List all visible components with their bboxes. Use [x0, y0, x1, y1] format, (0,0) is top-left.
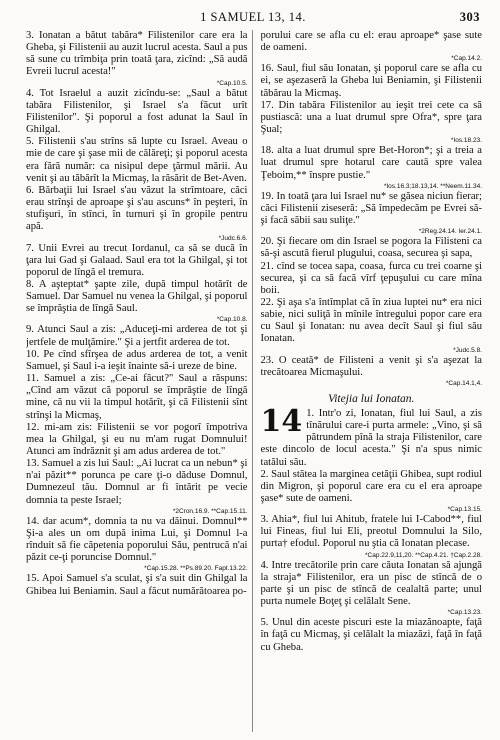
- verse: 16. Saul, fiul său Ionatan, şi poporul care se afla cu ei, se aşezaseră la Gheba lui Beniamin, şi Filistenii tăbărau la Micmaş.: [260, 63, 482, 99]
- cross-reference: *Cap.13.23.: [447, 609, 482, 617]
- verse: 9. Atunci Saul a zis: „Aduceţi-mi arderea de tot şi jertfele de mulţămire." Şi a jertfit arderea de tot.: [26, 324, 248, 348]
- cross-reference: *Judc.6.6.: [218, 234, 248, 242]
- verse: 11. Samuel a zis: „Ce-ai făcut?" Saul a răspuns: „Cînd am văzut că poporul se împrăştie de lîngă mine, că nu vii la timpul hotărît, şi că Filistenii sînt strînşi la Micmaş,: [26, 373, 248, 421]
- right-column-chapter-13: [261, 30, 483, 388]
- verse: 22. Şi aşa s'a întîmplat că în ziua luptei nu* era nici sabie, nici suliţă în mînile întregului popor care era cu Saul şi Ionatan: nu avea decît Saul şi fiul său Ionatan.: [260, 296, 482, 345]
- verse: 21. cînd se tocea sapa, coasa, furca cu trei coarne şi securea, şi ca să facă vîrf ţepuşului cu care mîna boii.: [260, 260, 482, 296]
- verse: 8. A aşteptat* şapte zile, după timpul hotărît de Samuel. Dar Samuel nu venea la Ghilgal, şi poporul se împrăştia de lîngă Saul.: [26, 278, 248, 315]
- verse: 10. Pe cînd sfîrşea de adus arderea de tot, a venit Samuel, şi Saul i-a ieşit înainte să-i ureze de bine.: [26, 348, 248, 372]
- cross-reference: *2Cron.16.9. **Cap.15.11.: [172, 507, 248, 515]
- verse: 4. Tot Israelul a auzit zicîndu-se: „Saul a bătut tabăra Filistenilor, şi Israel s'a făcut urît Filistenilor". Şi poporul a fost adunat la Saul în Ghilgal.: [26, 87, 248, 136]
- page-number: 303: [459, 10, 480, 24]
- verse: 14. dar acum*, domnia ta nu va dăinui. Domnul** Şi-a ales un om după inima Lui, şi Domnul l-a rînduit să fie căpetenia poporului Său, pentrucă n'ai păzit ce-ţi poruncise Domnul.": [26, 515, 248, 564]
- verse: 1. Intr'o zi, Ionatan, fiul lui Saul, a zis tînărului care-i purta armele: „Vino, şi să pătrundem pînă la straja Filistenilor, care este dincolo de locul acesta." Şi n'a spus nimic tatălui său.: [260, 407, 482, 468]
- cross-reference: *2Reg.24.14. Ier.24.1.: [418, 228, 482, 236]
- chapter-14-block: [260, 403, 483, 654]
- verse: 6. Bărbaţii lui Israel s'au văzut la strîmtoare, căci erau strînşi de aproape şi s'au ascuns* în peşteri, în stufişuri, în stînci, în turnuri şi în gropile pentru apă.: [26, 184, 248, 233]
- left-column: [26, 30, 253, 732]
- verse: 12. mi-am zis: Filistenii se vor pogorî împotriva mea la Ghilgal, şi eu nu m'am rugat Domnului! Atunci am îndrăznit şi am adus arderea de tot.": [26, 421, 248, 457]
- verse: 23. O ceată* de Filisteni a venit şi s'a aşezat la trecătoarea Micmaşului.: [260, 354, 482, 378]
- verse: 2. Saul stătea la marginea cetăţii Ghibea, supt rodiul din Migron, şi poporul care era cu el era aproape şase* sute de oameni.: [260, 468, 482, 504]
- verse: 7. Unii Evrei au trecut Iordanul, ca să se ducă în ţara lui Gad şi Galaad. Saul era tot la Ghilgal, şi tot poporul de lîngă el tremura.: [26, 242, 248, 278]
- cross-reference: *Cap.15.28. **Ps.89.20. Fapt.13.22.: [144, 565, 248, 573]
- verse: 17. Din tabăra Filistenilor au ieşit trei cete ca să pustiască: una a luat drumul spre Ofra*, spre ţara Şual;: [260, 99, 482, 136]
- cross-reference: *Cap.13.15.: [447, 506, 482, 514]
- cross-reference: *Cap.14.1,4.: [445, 379, 482, 387]
- right-column-chapter-14: [260, 403, 483, 654]
- running-title: 1 SAMUEL 13, 14.: [200, 10, 306, 24]
- cross-reference: *Ios.18.23.: [450, 137, 482, 145]
- cross-reference: *Cap.22.9,11,20. **Cap.4.21. †Cap.2.28.: [365, 551, 482, 559]
- right-column: [261, 30, 483, 732]
- verse: porului care se afla cu el: erau aproape* şase sute de oameni.: [260, 30, 482, 54]
- cross-reference: *Cap.14.2.: [451, 55, 482, 63]
- cross-reference: *Judc.5.8.: [453, 346, 482, 354]
- cross-reference: *Cap.10.5.: [216, 79, 248, 87]
- section-title: Vitejia lui Ionatan.: [328, 392, 415, 405]
- cross-reference: *Ios.16.3;18.13,14. **Neem.11.34.: [383, 182, 482, 190]
- verse: 5. Unul din aceste piscuri este la miazănoapte, faţă în faţă cu Micmaş, şi celălalt la miazăzi, faţă în faţă cu Gheba.: [260, 617, 482, 653]
- verse: 3. Ionatan a bătut tabăra* Filistenilor care era la Gheba, şi Filistenii au auzit lucrul acesta. Saul a pus să sune cu trîmbiţa prin toată ţara, zicînd: „Să audă Evreii lucrul acesta!": [26, 30, 248, 78]
- verse: 15. Apoi Samuel s'a sculat, şi s'a suit din Ghilgal la Ghibea lui Beniamin. Saul a făcut numărătoarea po-: [26, 573, 248, 597]
- page-header: [26, 10, 480, 26]
- verse: 3. Ahia*, fiul lui Ahitub, fratele lui I-Cabod**, fiul lui Fineas, fiul lui Eli, preotul Domnului la Silo, purta† efodul. Poporul nu ştia că Ionatan plecase.: [260, 514, 482, 550]
- verse: 13. Samuel a zis lui Saul: „Ai lucrat ca un nebun* şi n'ai păzit** porunca pe care ţi-o dăduse Domnul, Dumnezeul tău. Domnul ar fi întărit pe vecie domnia ta peste Israel;: [26, 458, 248, 506]
- verse: 18. alta a luat drumul spre Bet-Horon*; şi a treia a luat drumul spre hotarul care cautā spre valea Ţeboim,** înspre pustie.": [260, 145, 482, 181]
- verse: 20. Şi fiecare om din Israel se pogora la Filisteni ca să-şi ascută fierul plugului, coasa, securea şi sapa,: [260, 236, 482, 260]
- cross-reference: *Cap.10.8.: [216, 316, 248, 324]
- chapter-number: 14: [260, 403, 303, 439]
- text-columns: [26, 30, 482, 732]
- verse: 19. In toată ţara lui Israel nu* se găsea niciun fierar; căci Filistenii ziseseră: „Să împedecăm pe Evrei să-şi facă săbii sau suliţe.": [260, 190, 482, 227]
- verse: 5. Filistenii s'au strîns să lupte cu Israel. Aveau o mie de care şi şase mii de călăreţi; şi poporul acesta era fără număr: ca nisipul depe ţărmul mării. Au venit şi au tăbărît la Micmaş, la răsărit de Bet-Aven.: [26, 136, 248, 184]
- verse: 4. Intre trecătorile prin care căuta Ionatan să ajungă la straja* Filistenilor, era un pisc de stîncă de o parte şi un pisc de stîncă de cealaltă parte; unul purta numele Boţeţ şi celălalt Sene.: [260, 559, 482, 608]
